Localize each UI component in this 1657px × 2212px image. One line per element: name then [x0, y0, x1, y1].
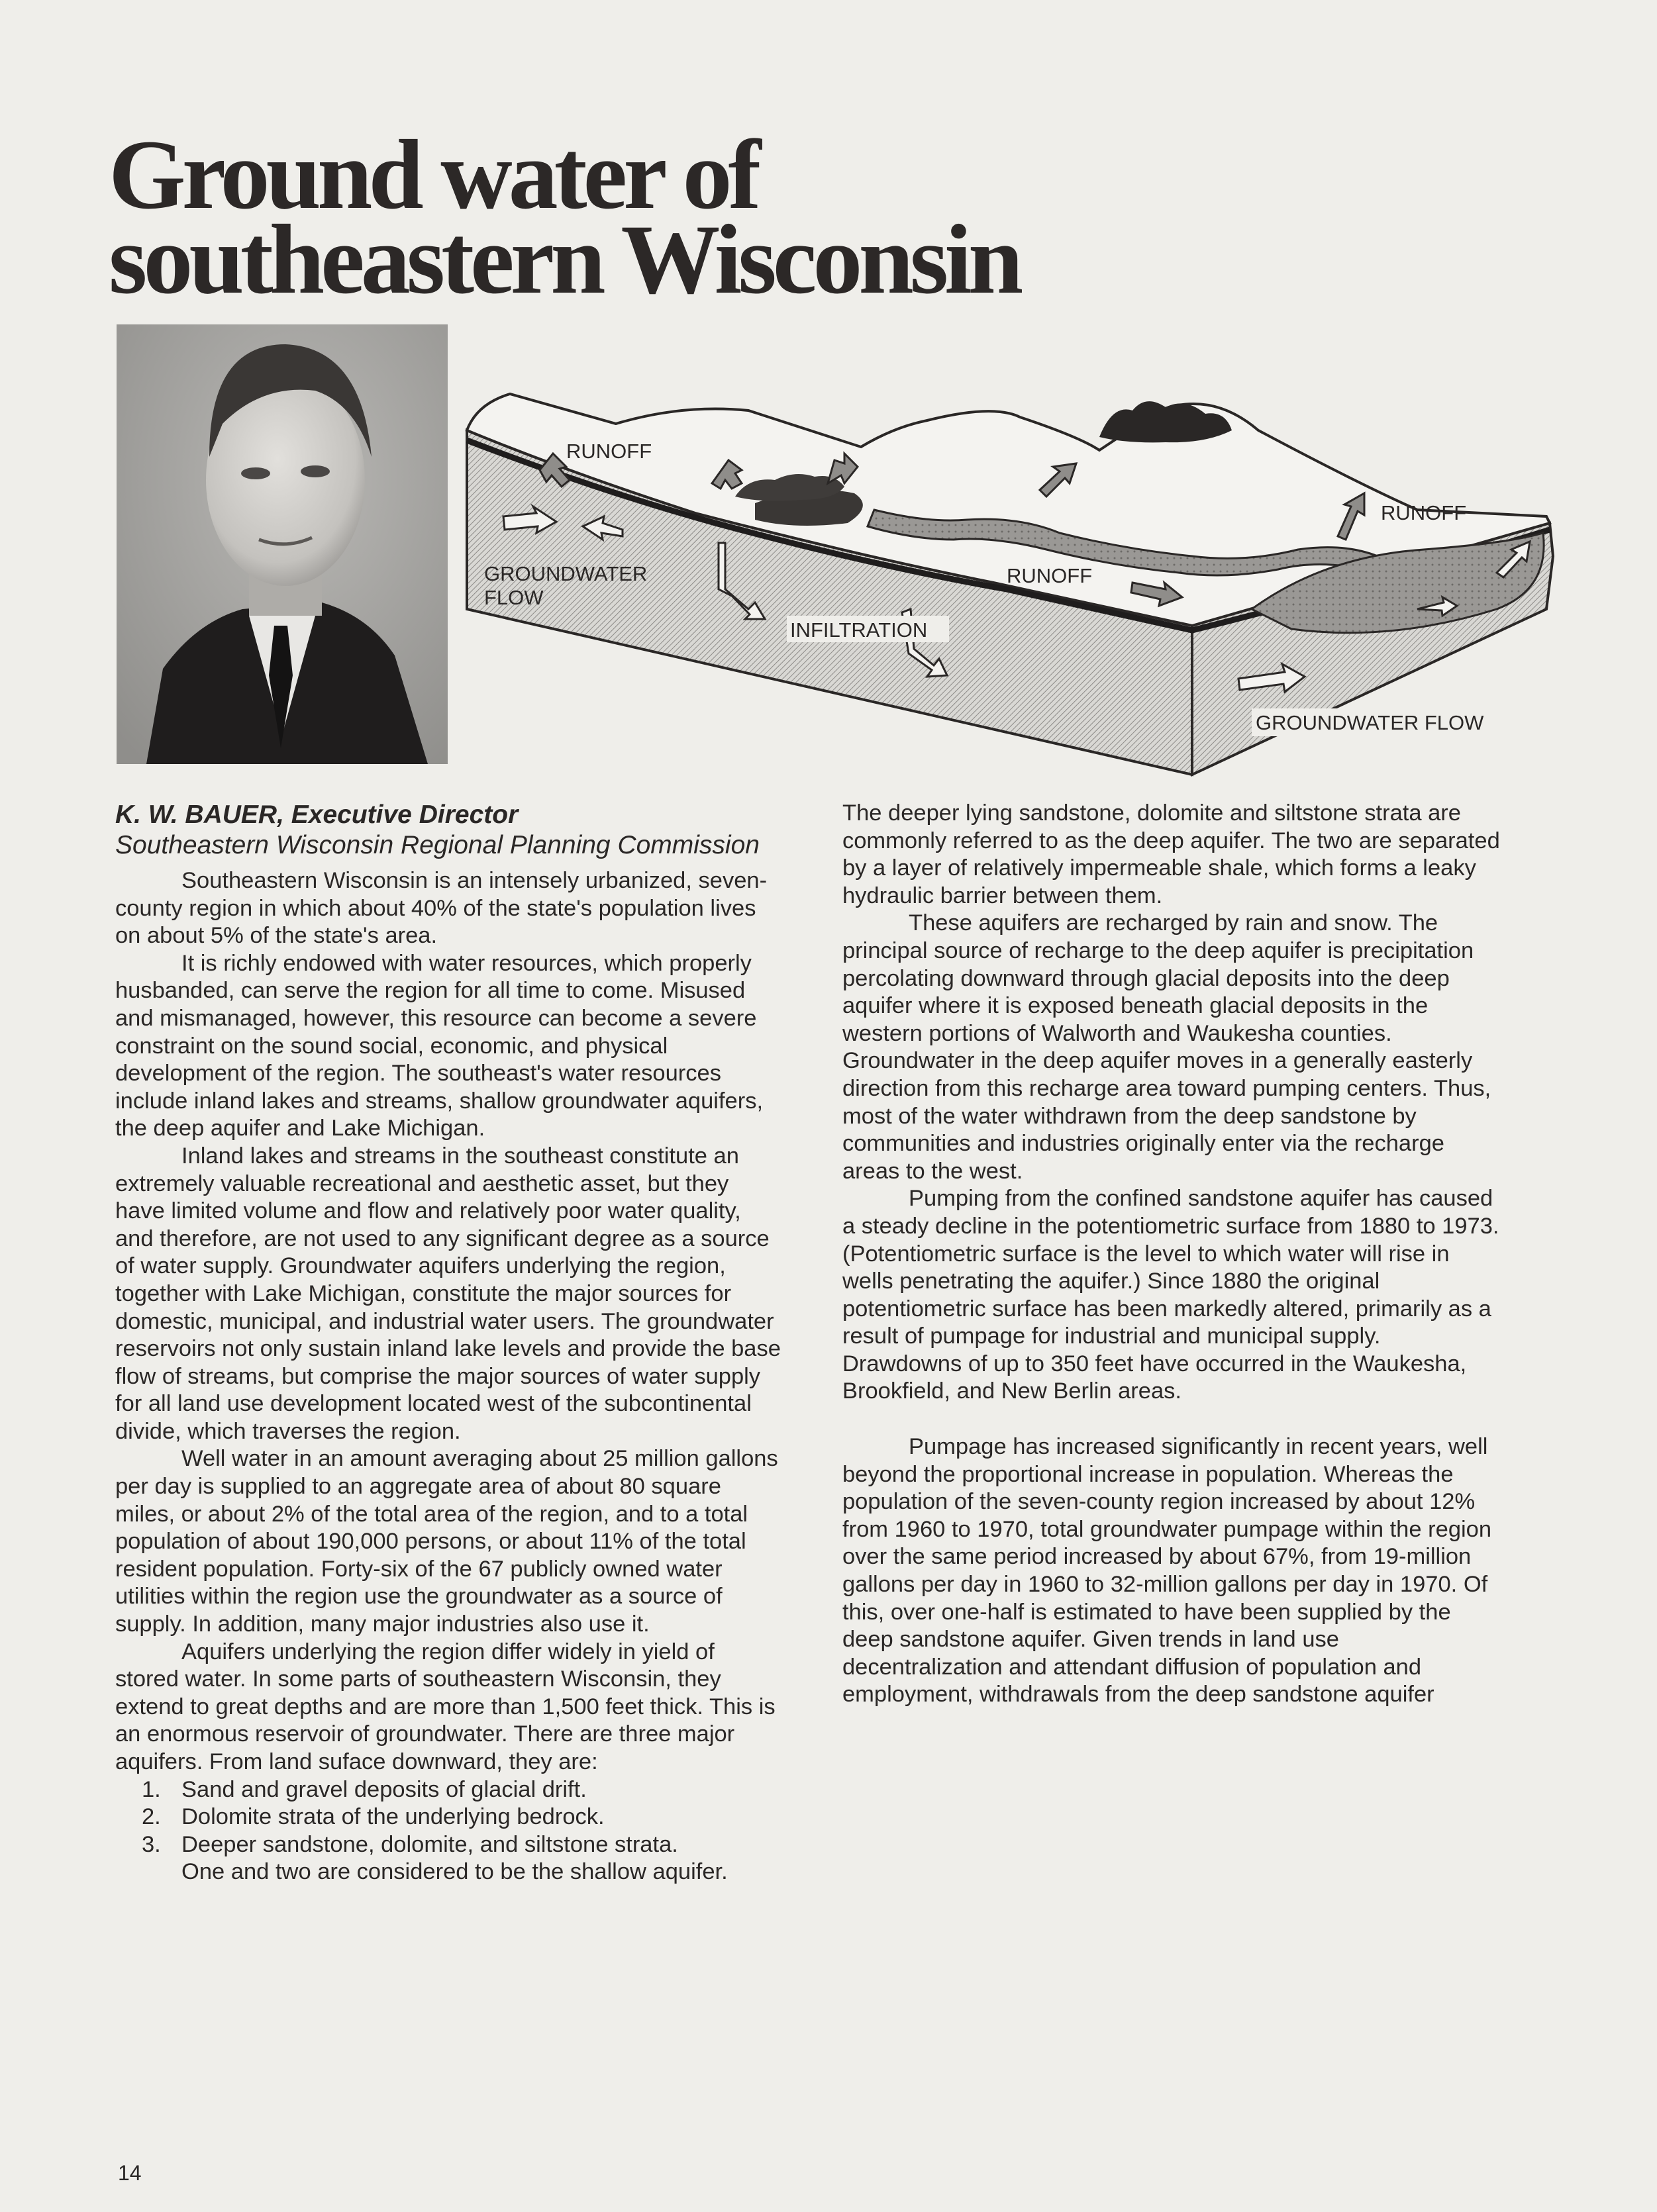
title-line-1: Ground water of: [109, 120, 758, 230]
paragraph: Southeastern Wisconsin is an intensely urbanized, seven-county region in which about 40% of the state's population lives on about 5% of the state's area.: [115, 868, 768, 949]
label-runoff-1: RUNOFF: [566, 440, 652, 463]
aquifer-list: [115, 1776, 784, 1859]
author-organization: Southeastern Wisconsin Regional Planning Commission: [115, 831, 760, 859]
paragraph: The deeper lying sandstone, dolomite and siltstone strata are commonly referred to as the deep aquifer. The two are separated by a layer of relatively impermeable shale, which forms a leaky hydraulic barrier between them.: [842, 800, 1500, 908]
byline: [115, 800, 784, 861]
label-groundwater-flow-1a: GROUNDWATER: [484, 562, 648, 585]
right-column: [842, 800, 1505, 1709]
list-number: 3.: [142, 1831, 161, 1857]
list-number: 2.: [142, 1804, 161, 1830]
paragraph: Pumpage has increased significantly in recent years, well beyond the proportional increase in population. Whereas the population of the seven-county region increased by about 12% from 1960 to 1970, total groundwater pumpage within the region over the same period increased by about 67%, from 19-million gallons per day in 1960 to 32-million gallons per day in 1970. Of this, over one-half is estimated to have been supplied by the deep sandstone aquifer. Given trends in land use decentralization and attendant diffusion of population and employment, withdrawals from the deep sandstone aquifer: [842, 1434, 1492, 1707]
page-number: 14: [118, 2161, 142, 2185]
label-groundwater-flow-2: GROUNDWATER FLOW: [1256, 711, 1484, 734]
paragraph: Aquifers underlying the region differ widely in yield of stored water. In some parts of southeastern Wisconsin, they extend to great depths and are more than 1,500 feet thick. This is an enormous reservoir of groundwater. There are three major aquifers. From land suface downward, they are:: [115, 1639, 776, 1774]
label-runoff-3: RUNOFF: [1007, 564, 1093, 587]
list-item: [115, 1831, 784, 1859]
paragraph: Well water in an amount averaging about 25 million gallons per day is supplied to an aggregate area of about 80 square miles, or about 2% of the total area of the region, and to a total population of about 190,000 persons, or about 11% of the total resident population. Forty-six of the 67 publicly owned water utilities within the region use the groundwater as a source of supply. In addition, many major industries also use it.: [115, 1446, 778, 1637]
left-column: [115, 800, 784, 1886]
list-item: [115, 1776, 784, 1804]
list-text: Deeper sandstone, dolomite, and siltstone strata.: [181, 1831, 678, 1857]
label-infiltration: INFILTRATION: [790, 618, 928, 642]
title-line-2: southeastern Wisconsin: [109, 205, 1020, 314]
paragraph: One and two are considered to be the shallow aquifer.: [181, 1859, 728, 1885]
paragraph: Inland lakes and streams in the southeast constitute an extremely valuable recreational and aesthetic asset, but they have limited volume and flow and relatively poor water quality, and therefore, are not used to any significant degree as a source of water supply. Groundwater aquifers underlying the region, together with Lake Michigan, constitute the major sources for domestic, municipal, and industrial water users. The groundwater reservoirs not only sustain inland lake levels and provide the base flow of streams, but comprise the major sources of water supply for all land use development located west of the subcontinental divide, which traverses the region.: [115, 1143, 781, 1444]
paragraph: These aquifers are recharged by rain and snow. The principal source of recharge to the deep aquifer is precipitation percolating downward through glacial deposits into the deep aquifer where it is exposed beneath glacial deposits in the western portions of Walworth and Waukesha counties. Groundwater in the deep aquifer moves in a generally easterly direction from this recharge area toward pumping centers. Thus, most of the water withdrawn from the deep sandstone by communities and industries originally enter via the recharge areas to the west.: [842, 910, 1491, 1184]
list-text: Sand and gravel deposits of glacial drift.: [181, 1776, 587, 1802]
list-text: Dolomite strata of the underlying bedrock.: [181, 1804, 605, 1830]
author-name: K. W. BAUER, Executive Director: [115, 800, 519, 829]
list-item: [115, 1803, 784, 1831]
paragraph: Pumping from the confined sandstone aquifer has caused a steady decline in the potentiometric surface from 1880 to 1973. (Potentiometric surface is the level to which water will rise in wells penetrating the aquifer.) Since 1880 the original potentiometric surface has been markedly altered, primarily as a result of pumpage for industrial and municipal supply. Drawdowns of up to 350 feet have occurred in the Waukesha, Brookfield, and New Berlin areas.: [842, 1186, 1499, 1404]
label-groundwater-flow-1b: FLOW: [484, 586, 544, 609]
paragraph: It is richly endowed with water resources, which properly husbanded, can serve the region for all time to come. Misused and mismanaged, however, this resource can become a severe constraint on the sound social, economic, and physical development of the region. The southeast's water resources include inland lakes and streams, shallow groundwater aquifers, the deep aquifer and Lake Michigan.: [115, 950, 764, 1141]
list-number: 1.: [142, 1776, 161, 1802]
article-title: [109, 120, 1367, 314]
groundwater-diagram: [464, 391, 1563, 781]
paragraph-gap: [842, 1406, 1505, 1433]
label-runoff-2: RUNOFF: [1381, 501, 1467, 524]
author-portrait: [117, 324, 448, 764]
